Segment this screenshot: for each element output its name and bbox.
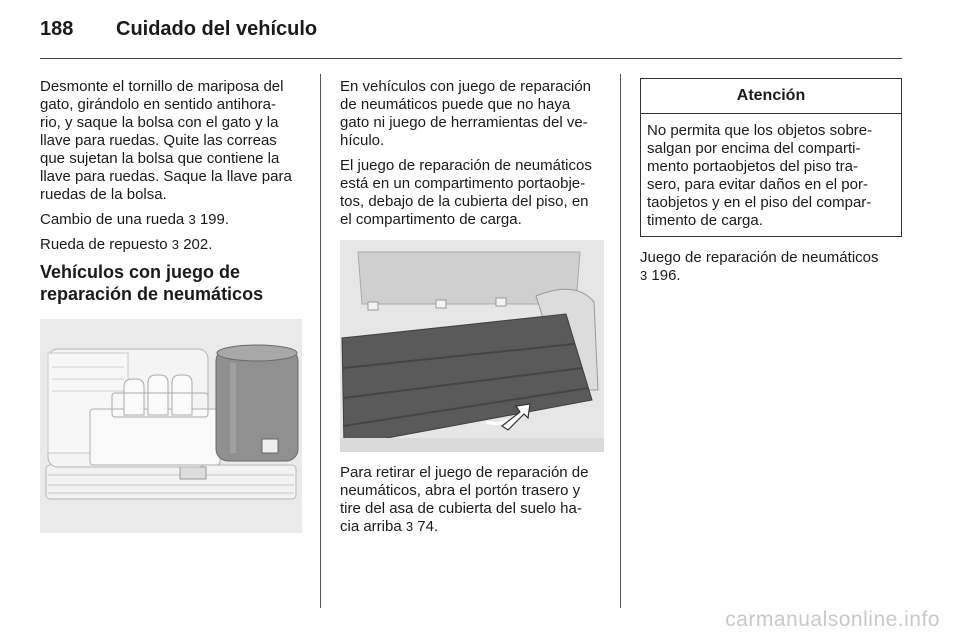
column-1	[40, 78, 302, 533]
xref-rueda-repuesto[interactable]: Rueda de repuesto 3 202.	[40, 236, 213, 253]
cargo-floor-illustration	[340, 240, 604, 452]
page-number: 188	[40, 18, 74, 40]
warning-title: Atención	[641, 79, 901, 114]
warning-body: No permita que los objetos sobre- salgan por encima del comparti- mento portaobjetos del piso tra- sero, para evitar daños en el por- taobjetos y en el piso del compar- timento de carga.	[647, 122, 873, 229]
column-divider-1	[320, 74, 321, 608]
header-rule	[40, 58, 902, 59]
paragraph-no-gato: En vehículos con juego de reparación de neumáticos puede que no haya gato ni juego de herramientas del ve- hículo.	[340, 78, 592, 149]
paragraph-gato: Desmonte el tornillo de mariposa del gato, girándolo en sentido antihora- rio, y saque la bolsa con el gato y la llave para ruedas. Quite las correas que sujetan la bolsa que contiene la llave para ruedas. Saque la llave para ruedas de la bolsa.	[40, 78, 292, 203]
paragraph-kit-location: El juego de reparación de neumáticos está en un compartimento portaobje- tos, debajo de la cubierta del piso, en el compartimento de carga.	[340, 157, 592, 228]
cross-reference-icon: 3	[171, 237, 180, 252]
warning-box	[640, 78, 902, 237]
paragraph-remove-kit: Para retirar el juego de reparación de neumáticos, abra el portón trasero y tire del asa de cubierta del suelo ha- cia arriba 3 74.	[340, 464, 589, 535]
column-2	[340, 78, 604, 543]
column-divider-2	[620, 74, 621, 608]
cross-reference-icon: 3	[405, 519, 414, 534]
watermark: carmanualsonline.info	[725, 608, 940, 631]
page-header	[40, 18, 317, 41]
xref-cambio-rueda[interactable]: Cambio de una rueda 3 199.	[40, 211, 230, 228]
xref-juego-reparacion[interactable]: Juego de reparación de neumáticos 3 196.	[640, 249, 879, 284]
page-title: Cuidado del vehículo	[116, 18, 318, 40]
section-heading: Vehículos con juego de reparación de neumáticos	[40, 262, 264, 304]
cross-reference-icon: 3	[640, 268, 648, 283]
cross-reference-icon: 3	[188, 212, 196, 227]
column-3	[640, 78, 902, 292]
xref-page[interactable]: 74.	[417, 518, 439, 535]
tire-repair-kit-illustration	[40, 319, 302, 533]
